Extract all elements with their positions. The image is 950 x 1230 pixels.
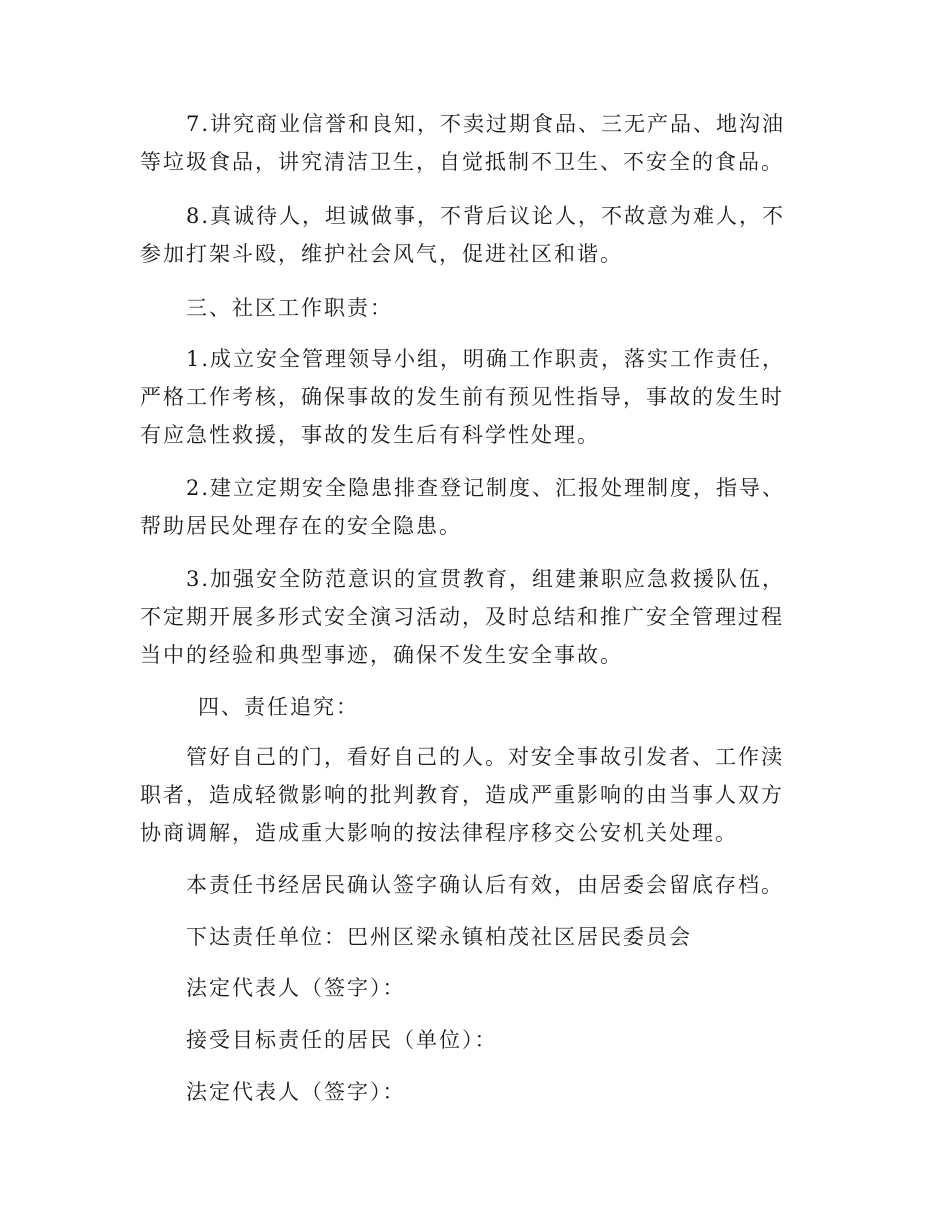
recipient-line: 接受目标责任的居民（单位）： [186, 1028, 498, 1052]
legal-rep-signature-1: 法定代表人（签字）： [186, 976, 406, 1000]
section-3-item-2: 2.建立定期安全隐患排查登记制度、汇报处理制度，指导、帮助居民处理存在的安全隐患。 [140, 476, 786, 538]
clause-8: 8.真诚待人，坦诚做事，不背后议论人，不故意为难人，不参加打架斗殴，维护社会风气，促进社区和谐。 [140, 204, 786, 266]
section-4-heading: 四、责任追究： [198, 695, 359, 719]
section-3-item-3: 3.加强安全防范意识的宣贯教育，组建兼职应急救援队伍，不定期开展多形式安全演习活动，及时总结和推广安全管理过程当中的经验和典型事迹，确保不发生安全事故。 [140, 567, 786, 667]
section-3-heading: 三、社区工作职责： [186, 296, 393, 320]
validity-statement: 本责任书经居民确认签字确认后有效，由居委会留底存档。 [186, 873, 784, 897]
legal-rep-signature-2: 法定代表人（签字）： [186, 1080, 406, 1104]
clause-7: 7.讲究商业信誉和良知，不卖过期食品、三无产品、地沟油等垃圾食品，讲究清洁卫生，自觉抵制不卫生、不安全的食品。 [140, 112, 786, 174]
section-4-body: 管好自己的门，看好自己的人。对安全事故引发者、工作渎职者，造成轻微影响的批判教育，造成严重影响的由当事人双方协商调解，造成重大影响的按法律程序移交公安机关处理。 [140, 745, 784, 845]
issuer-line: 下达责任单位：巴州区梁永镇柏茂社区居民委员会 [186, 925, 692, 949]
section-3-item-1: 1.成立安全管理领导小组，明确工作职责，落实工作责任，严格工作考核，确保事故的发生前有预见性指导，事故的发生时有应急性救援，事故的发生后有科学性处理。 [140, 347, 786, 447]
